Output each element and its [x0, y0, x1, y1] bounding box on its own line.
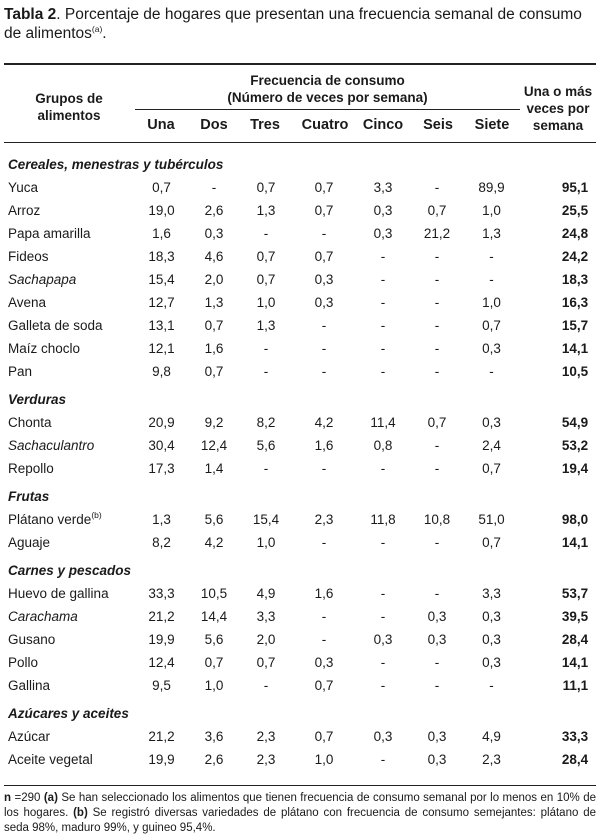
- frequency-cell: -: [380, 341, 386, 356]
- frequency-cell: 0,3: [427, 752, 447, 767]
- frequency-cell: 3,3: [482, 586, 501, 601]
- table-row: [4, 651, 596, 674]
- food-name: Huevo de gallina: [8, 586, 109, 601]
- frequency-cell: -: [380, 272, 386, 287]
- food-name: Gusano: [8, 632, 56, 647]
- food-name: Sachapapa: [8, 272, 77, 287]
- footnote-ref: (b): [91, 510, 102, 520]
- table-row: [4, 268, 596, 291]
- frequency-cell: 1,3: [256, 318, 276, 333]
- table-row: [4, 411, 596, 434]
- frequency-cell: 18,3: [148, 249, 175, 264]
- table-footnote: n =290 (a) Se han seleccionado los alimentos que tienen frecuencia de consumo semanal por lo menos en 10% de los hogares. (b) Se registró diversas variedades de plátano con frecuencia de consumo semejantes: plátano de seda 98%, maduro 99%, y guineo 95,4%.: [4, 792, 597, 834]
- food-name: Galleta de soda: [8, 318, 103, 333]
- table-row: [4, 748, 596, 771]
- frequency-cell: 1,0: [256, 295, 276, 310]
- frequency-cell: 0,3: [373, 226, 393, 241]
- frequency-cell: 0,3: [314, 295, 334, 310]
- frequency-cell: -: [380, 461, 386, 476]
- frequency-cell: 1,6: [204, 341, 224, 356]
- frequency-cell: 0,3: [373, 729, 393, 744]
- frequency-cell: -: [380, 249, 386, 264]
- frequency-cell: 20,9: [148, 415, 175, 430]
- col-header-cuatro: Cuatro: [301, 117, 349, 133]
- frequency-cell: 0,7: [256, 655, 276, 670]
- food-name: Avena: [8, 295, 47, 310]
- food-name: Azúcar: [8, 729, 51, 744]
- category-row: [4, 697, 596, 725]
- weekly-total-cell: 53,7: [561, 586, 589, 601]
- frequency-cell: 0,3: [427, 609, 447, 624]
- table-row: [4, 291, 596, 314]
- frequency-cell: 0,7: [427, 203, 447, 218]
- weekly-total-cell: 11,1: [562, 678, 589, 693]
- table-row: [4, 582, 596, 605]
- frequency-cell: 19,9: [148, 752, 175, 767]
- frequency-cell: -: [380, 655, 386, 670]
- col-header-seis: Seis: [423, 117, 453, 133]
- frequency-cell: 0,8: [373, 438, 393, 453]
- caption-text: . Porcentaje de hogares que presentan una frecuencia semanal de consumo de alimentos: [4, 6, 582, 42]
- frequency-cell: 3,3: [256, 609, 276, 624]
- frequency-cell: -: [380, 752, 386, 767]
- frequency-cell: 2,3: [314, 512, 334, 527]
- frequency-cell: 14,4: [200, 609, 228, 624]
- table-row: [4, 199, 596, 222]
- table-caption: [4, 5, 596, 43]
- frequency-cell: 0,3: [373, 632, 393, 647]
- frequency-cell: 0,3: [482, 632, 501, 647]
- food-name: Chonta: [8, 415, 52, 430]
- frequency-cell: -: [263, 678, 269, 693]
- frequency-cell: -: [489, 364, 494, 379]
- category-row: [4, 554, 596, 582]
- table-row: [4, 245, 596, 268]
- col-header-tres: Tres: [250, 117, 280, 133]
- frequency-cell: 0,3: [482, 609, 501, 624]
- consumption-table: [4, 148, 596, 771]
- frequency-cell: 2,6: [204, 752, 224, 767]
- frequency-cell: 0,7: [427, 415, 447, 430]
- table-row: [4, 457, 596, 480]
- frequency-cell: -: [434, 249, 440, 264]
- frequency-cell: 9,5: [152, 678, 171, 693]
- weekly-total-cell: 15,7: [561, 318, 589, 333]
- category-title: Azúcares y aceites: [8, 705, 129, 721]
- col-header-cinco: Cinco: [362, 117, 404, 133]
- weekly-total-cell: 24,2: [561, 249, 589, 264]
- frequency-cell: -: [321, 461, 327, 476]
- frequency-cell: 2,6: [204, 203, 224, 218]
- weekly-total-cell: 18,3: [561, 272, 589, 287]
- frequency-cell: 12,1: [148, 341, 175, 356]
- frequency-cell: 9,8: [152, 364, 171, 379]
- frequency-cell: 1,0: [482, 203, 501, 218]
- weekly-total-cell: 14,1: [561, 535, 589, 550]
- frequency-cell: 0,7: [314, 678, 334, 693]
- table-row: [4, 222, 596, 245]
- category-title: Frutas: [8, 488, 50, 504]
- frequency-cell: 5,6: [204, 632, 224, 647]
- frequency-cell: -: [489, 249, 494, 264]
- frequency-cell: 10,5: [200, 586, 228, 601]
- header-frequency: Frecuencia de consumo (Número de veces por semana): [227, 73, 428, 105]
- frequency-cell: 0,3: [427, 632, 447, 647]
- frequency-cell: 89,9: [478, 180, 505, 195]
- food-name: Pan: [8, 364, 33, 379]
- frequency-cell: 0,7: [256, 272, 276, 287]
- food-name: Plátano verde$^{(b)}$: [8, 510, 102, 527]
- frequency-cell: 0,7: [314, 180, 334, 195]
- frequency-cell: -: [380, 609, 386, 624]
- frequency-cell: 12,7: [148, 295, 175, 310]
- frequency-cell: 5,6: [256, 438, 276, 453]
- frequency-cell: -: [380, 678, 386, 693]
- weekly-total-cell: 10,5: [561, 364, 589, 379]
- top-rule: [4, 63, 596, 65]
- frequency-cell: 3,6: [204, 729, 224, 744]
- header-food-groups: Grupos de alimentos: [35, 91, 103, 123]
- frequency-cell: 0,7: [204, 318, 224, 333]
- weekly-total-cell: 53,2: [561, 438, 589, 453]
- frequency-cell: 0,7: [204, 655, 224, 670]
- frequency-cell: 1,6: [314, 586, 334, 601]
- frequency-cell: -: [321, 364, 327, 379]
- table-row: [4, 434, 596, 457]
- frequency-cell: 0,3: [314, 272, 334, 287]
- frequency-cell: 4,2: [204, 535, 224, 550]
- frequency-cell: 2,0: [256, 632, 276, 647]
- food-name: Pollo: [8, 655, 39, 670]
- frequency-cell: -: [434, 180, 440, 195]
- weekly-total-cell: 14,1: [561, 655, 589, 670]
- frequency-cell: 0,7: [482, 535, 501, 550]
- frequency-cell: 0,7: [482, 318, 501, 333]
- food-name: Arroz: [8, 203, 41, 218]
- frequency-cell: 33,3: [148, 586, 175, 601]
- frequency-cell: -: [434, 364, 440, 379]
- frequency-cell: -: [380, 364, 386, 379]
- frequency-cell: 4,6: [204, 249, 224, 264]
- frequency-cell: 17,3: [148, 461, 175, 476]
- frequency-cell: -: [380, 318, 386, 333]
- food-name: Aceite vegetal: [8, 752, 93, 767]
- frequency-cell: -: [380, 586, 386, 601]
- frequency-cell: 2,3: [482, 752, 501, 767]
- bottom-rule: [4, 785, 596, 786]
- frequency-cell: 0,3: [482, 655, 501, 670]
- frequency-cell: -: [434, 655, 440, 670]
- weekly-total-cell: 25,5: [561, 203, 589, 218]
- table-row: [4, 314, 596, 337]
- frequency-cell: 1,0: [482, 295, 501, 310]
- frequency-cell: -: [434, 586, 440, 601]
- frequency-cell: 4,2: [314, 415, 334, 430]
- frequency-cell: -: [434, 341, 440, 356]
- frequency-cell: 2,0: [204, 272, 224, 287]
- table-row: [4, 628, 596, 651]
- frequency-cell: 3,3: [373, 180, 393, 195]
- frequency-cell: 9,2: [204, 415, 224, 430]
- frequency-cell: 0,7: [482, 461, 501, 476]
- caption-end: .: [102, 25, 107, 42]
- frequency-cell: 0,3: [482, 415, 501, 430]
- frequency-cell: 0,3: [204, 226, 224, 241]
- frequency-cell: 19,0: [148, 203, 175, 218]
- table-row: [4, 674, 596, 697]
- col-header-siete: Siete: [474, 117, 510, 133]
- frequency-cell: 1,4: [204, 461, 224, 476]
- frequency-cell: 1,6: [314, 438, 334, 453]
- frequency-cell: 12,4: [148, 655, 175, 670]
- table-row: [4, 337, 596, 360]
- header-rule: [4, 142, 596, 143]
- frequency-cell: -: [434, 318, 440, 333]
- food-name: Aguaje: [8, 535, 51, 550]
- frequency-cell: 21,2: [423, 226, 451, 241]
- table-row: [4, 725, 596, 748]
- category-title: Carnes y pescados: [8, 562, 132, 578]
- food-name: Fideos: [8, 249, 49, 264]
- frequency-cell: -: [434, 678, 440, 693]
- frequency-cell: 1,3: [482, 226, 501, 241]
- frequency-cell: -: [489, 272, 494, 287]
- frequency-cell: -: [380, 295, 386, 310]
- col-header-una: Una: [147, 117, 175, 133]
- frequency-cell: 21,2: [148, 609, 175, 624]
- frequency-cell: 2,3: [256, 729, 276, 744]
- frequency-cell: 1,3: [152, 512, 171, 527]
- frequency-cell: 13,1: [148, 318, 175, 333]
- frequency-cell: -: [434, 535, 440, 550]
- table-row: [4, 508, 596, 531]
- weekly-total-cell: 28,4: [561, 632, 589, 647]
- frequency-cell: 5,6: [204, 512, 224, 527]
- food-name: Gallina: [8, 678, 51, 693]
- frequency-cell: 0,7: [314, 249, 334, 264]
- frequency-cell: 2,4: [482, 438, 501, 453]
- table-row: [4, 605, 596, 628]
- frequency-cell: 0,7: [204, 364, 224, 379]
- frequency-cell: 15,4: [148, 272, 175, 287]
- frequency-cell: -: [263, 226, 269, 241]
- frequency-cell: -: [263, 341, 269, 356]
- frequency-cell: -: [434, 295, 440, 310]
- frequency-cell: 0,3: [314, 655, 334, 670]
- frequency-cell: -: [321, 632, 327, 647]
- frequency-cell: -: [321, 535, 327, 550]
- frequency-cell: 11,8: [370, 512, 396, 527]
- category-title: Cereales, menestras y tubérculos: [8, 156, 224, 172]
- frequency-cell: 1,0: [204, 678, 224, 693]
- frequency-cell: 15,4: [252, 512, 280, 527]
- table-row: [4, 176, 596, 199]
- col-header-dos: Dos: [200, 117, 228, 133]
- frequency-cell: 0,7: [152, 180, 171, 195]
- food-name: Sachaculantro: [8, 438, 95, 453]
- frequency-cell: -: [489, 678, 494, 693]
- food-name: Yuca: [8, 180, 39, 195]
- frequency-cell: 1,0: [314, 752, 334, 767]
- frequency-cell: -: [434, 438, 440, 453]
- frequency-cell: -: [380, 535, 386, 550]
- frequency-cell: 0,3: [373, 203, 393, 218]
- caption-footnote-ref: (a): [91, 24, 103, 34]
- frequency-cell: 19,9: [148, 632, 175, 647]
- frequency-cell: -: [321, 318, 327, 333]
- frequency-cell: 0,7: [256, 249, 276, 264]
- frequency-cell: 1,0: [256, 535, 276, 550]
- weekly-total-cell: 16,3: [561, 295, 589, 310]
- food-name: Repollo: [8, 461, 54, 476]
- frequency-cell: 21,2: [148, 729, 175, 744]
- frequency-cell: 10,8: [423, 512, 451, 527]
- frequency-cell: 4,9: [256, 586, 276, 601]
- weekly-total-cell: 54,9: [561, 415, 589, 430]
- frequency-cell: -: [263, 364, 269, 379]
- caption-label: Tabla 2: [4, 6, 57, 23]
- weekly-total-cell: 98,0: [561, 512, 589, 527]
- frequency-cell: 0,7: [256, 180, 276, 195]
- header-weekly-total: Una o más veces por semana: [523, 84, 593, 133]
- frequency-cell: -: [211, 180, 217, 195]
- frequency-cell: 0,7: [314, 203, 334, 218]
- frequency-cell: 12,4: [200, 438, 228, 453]
- weekly-total-cell: 95,1: [561, 180, 589, 195]
- frequency-cell: 30,4: [148, 438, 175, 453]
- frequency-cell: -: [321, 341, 327, 356]
- frequency-cell: 4,9: [482, 729, 501, 744]
- category-title: Verduras: [8, 391, 67, 407]
- frequency-cell: 0,7: [314, 729, 334, 744]
- frequency-cell: 8,2: [152, 535, 171, 550]
- weekly-total-cell: 39,5: [561, 609, 589, 624]
- table-row: [4, 360, 596, 383]
- food-name: Carachama: [8, 609, 78, 624]
- food-name: Maíz choclo: [8, 341, 81, 356]
- frequency-cell: 0,3: [427, 729, 447, 744]
- frequency-cell: 8,2: [256, 415, 276, 430]
- frequency-cell: 1,3: [256, 203, 276, 218]
- weekly-total-cell: 19,4: [561, 461, 589, 476]
- frequency-cell: -: [321, 609, 327, 624]
- frequency-cell: 2,3: [256, 752, 276, 767]
- frequency-cell: 11,4: [370, 415, 396, 430]
- table-row: [4, 531, 596, 554]
- food-name: Papa amarilla: [8, 226, 91, 241]
- frequency-cell: 1,3: [204, 295, 224, 310]
- category-row: [4, 148, 596, 176]
- frequency-cell: -: [321, 226, 327, 241]
- category-row: [4, 383, 596, 411]
- weekly-total-cell: 28,4: [561, 752, 589, 767]
- frequency-cell: 0,3: [482, 341, 501, 356]
- frequency-cell: -: [263, 461, 269, 476]
- weekly-total-cell: 33,3: [561, 729, 589, 744]
- weekly-total-cell: 14,1: [561, 341, 589, 356]
- frequency-cell: 51,0: [478, 512, 505, 527]
- frequency-cell: -: [434, 461, 440, 476]
- frequency-cell: -: [434, 272, 440, 287]
- weekly-total-cell: 24,8: [561, 226, 589, 241]
- category-row: [4, 480, 596, 508]
- frequency-cell: 1,6: [152, 226, 171, 241]
- frequency-subrule: [135, 109, 520, 110]
